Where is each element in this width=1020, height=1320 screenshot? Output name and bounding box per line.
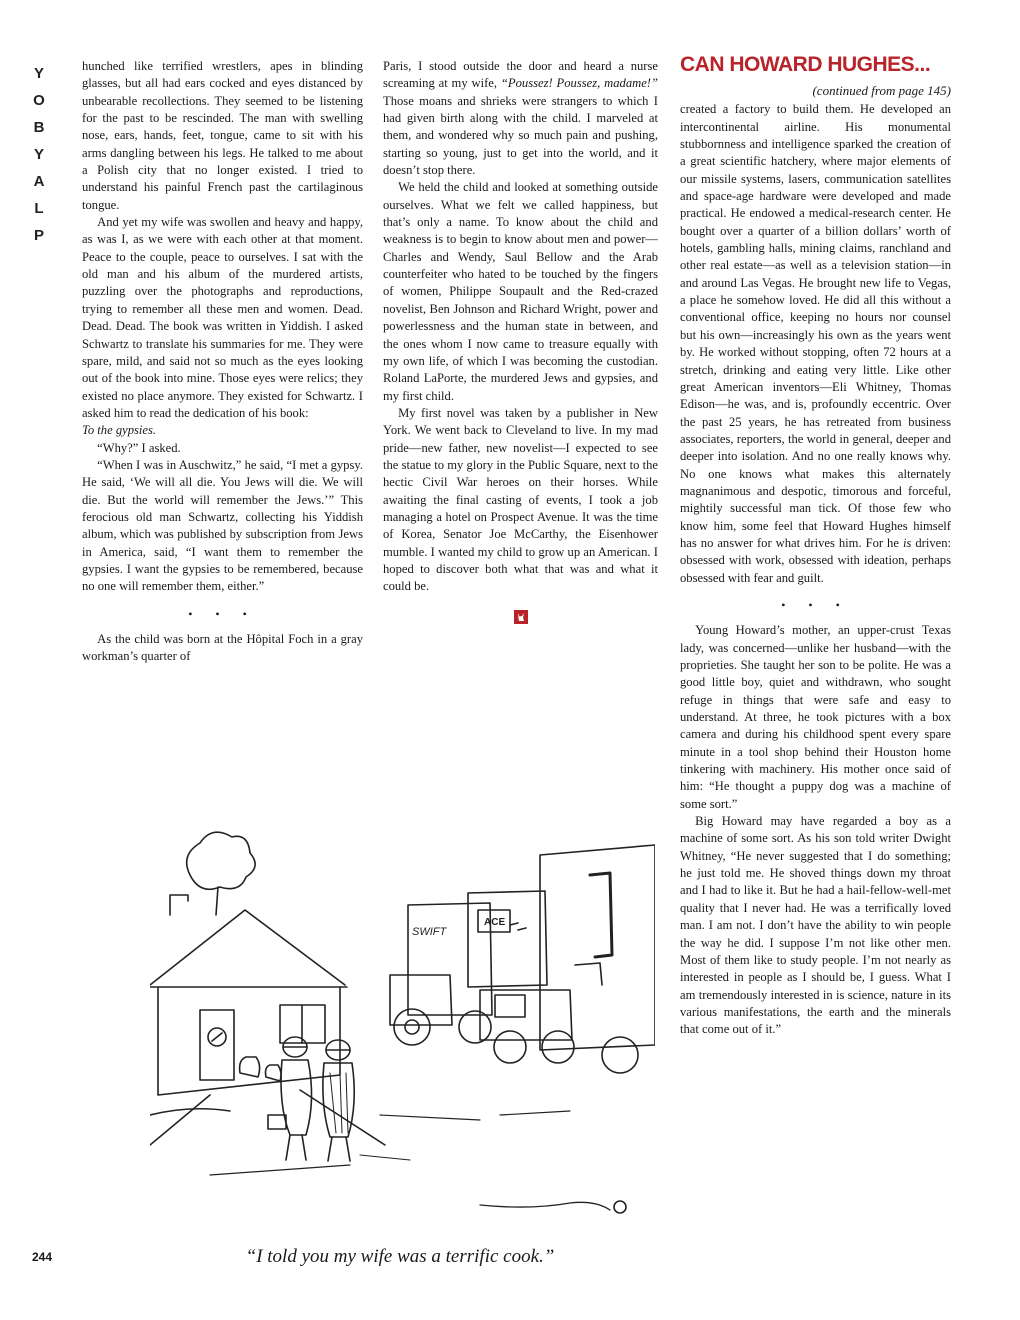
side-letter: Y [33, 65, 44, 82]
paragraph: Young Howard’s mother, an upper-crust Texas lady, was concerned—unlike her husband—with the proprieties. She taught her son to be polite. He was a good little boy, quiet and withdrawn, who sought refuge in things that were safe and easy to understand. At three, he took pictures with a box camera and during his childhood spent every spare minute in a tool shop behind their Houston home tinkering with machinery. His mother once said of him: “He thought a puppy dog was a machine of some sort.” [680, 623, 951, 811]
paragraph: “When I was in Auschwitz,” he said, “I met a gypsy. He said, ‘We will all die. You Jews will die. We will die. But the world will remember the Jews.’” This ferocious old man Schwartz, collecting his Yiddish album, which was published by subscription from Jews in America, said, “I want them to remember the gypsies. I want the gypsies to be remembered, because no one will remember them, either.” [82, 457, 363, 594]
bunny-icon [514, 610, 528, 624]
truck-sign-ace: ACE [484, 917, 506, 928]
truck-swift [390, 903, 492, 1045]
text-run: created a factory to build them. He developed an intercontinental airline. His monumental stubbornness and intelligence sparked the creation of a great scientific hatchery, where major elements of our missile systems, lasers, communication satellites and space-age hardware were developed and made practical. He endowed a medical-research center. He bought over a quarter of a billion dollars’ worth of hotels, gambling halls, mining claims, ranchland and other real estate—as well as a television station—in and around Las Vegas. He brought new life to Vegas, a place he somehow loved. He did all this without a conventional office, keeping no hours nor counsel but his own—increasingly his own as the years went by. He worked without stopping, often 72 hours at a stretch, drinking and eating very little. Like other great American inventors—Eli Whitney, Thomas Edison—he was, and is, profoundly eccentric. Over the past 25 years, he has retreated from business associates, reporters, the world in general, deeper and deeper into isolation. And no one really knows why. No one knows what makes this alternately magnanimous and despotic, timorous and forceful, mightily successful man tick. Of those few who know him, some feel that Howard Hughes himself has no answer for what drives him. For he [680, 102, 951, 550]
paragraph: hunched like terrified wrestlers, apes in blinding glasses, but all had ears cocked and eyes distanced by unbearable recollections. They seemed to be listening for the past to be rescinded. The man with swelling nose, ears, hands, feet, tongue, came to sit with his arms dangling between his legs. He talked to me about a Polish city that no longer existed. I tried to understand his painful French past the cartilaginous tongue. [82, 59, 363, 212]
side-letter: L [34, 200, 44, 217]
article-column-1 [82, 58, 363, 666]
article-column-3 [680, 52, 951, 1039]
house-wall [158, 987, 340, 1095]
cartoon-illustration [150, 815, 655, 1240]
side-letter: A [33, 173, 45, 190]
emphasis: is [902, 535, 912, 550]
tree-foliage [187, 832, 255, 889]
paragraph: “Why?” I asked. [97, 440, 181, 455]
side-letter: O [33, 92, 45, 109]
side-letter: B [33, 119, 45, 136]
cartoon-caption: “I told you my wife was a terrific cook.” [245, 1246, 555, 1267]
end-mark-bunny-icon [514, 610, 528, 624]
continued-note: (continued from page 145) [812, 83, 951, 98]
text-run: driven: obsessed with work, obsessed with ideation, perhaps obsessed with fear and guilt. [680, 535, 951, 585]
dedication-text: To the gypsies. [82, 423, 157, 438]
man-right [323, 1040, 354, 1161]
paragraph [383, 58, 658, 179]
dedication [82, 422, 363, 439]
paragraph: As the child was born at the Hôpital Foch in a gray workman’s quarter of [82, 632, 363, 664]
side-letter: Y [33, 146, 44, 163]
paragraph: We held the child and looked at something outside ourselves. What we felt we called happiness, but that’s only a name. To know about the child and weakness is to begin to know about men and power—Charles and Wendy, Saul Bellow and the Arab counterfeiter who hated to be touched by the fingers of women, Philippe Soupault and the Red-crazed novelist, Ben Johnson and Richard Wright, power and powerlessness and the human state in between, and the ones whom I now came to treasure equally with my own life, of which I was becoming the custodian. Roland LaPorte, the murdered Jews and gypsies, and my first child. [383, 180, 658, 403]
section-break: • • • [781, 597, 850, 612]
section-break: • • • [188, 606, 257, 621]
headline: CAN HOWARD HUGHES... [680, 53, 931, 76]
paragraph: My first novel was taken by a publisher in New York. We went back to Cleveland to live. In my mad pride—new father, new novelist—I expected to see the statue to my glory in the Public Square, next to the hectic Civil War heroes on their horses. While awaiting the final casting of events, I took a job managing a hotel on Prospect Avenue. It was the time of Korea, Senator Joe McCarthy, the Eisenhower mumble. I wanted my child to grow up an American. I hoped to discover both what that was and what it could be. [383, 405, 658, 594]
paragraph: Big Howard may have regarded a boy as a machine of some sort. As his son told writer Dwight Whitney, “He never suggested that I do something; he just told me. He shoved things down my throat and I had to like it. But he had a hail-fellow-well-met quality that I never had. He was a terrifically loved man. I am not. I don’t have the ability to win people the way he did. I suppose I’m not like other men. Most of them like to study people. I’m not nearly as interested in people as I should be, I guess. What I am tremendously interested in is science, nature in its various manifestations, the earth and the minerals that come out of it.” [680, 814, 951, 1037]
side-letter: P [33, 227, 44, 244]
text-run: Those moans and shrieks were strangers to which I had given birth along with the child. I marveled at them, and wondered why so much pain and pushing, starting so young, just to get into the world, and it doesn’t stop there. [383, 93, 658, 178]
french-quote: “Poussez! Poussez, madame!” [500, 76, 658, 91]
truck-big [540, 845, 655, 1073]
article-column-2 [383, 58, 658, 624]
text-run: Paris, I stood outside the door and heard a nurse screaming at my wife, [383, 59, 658, 91]
house-roof [150, 910, 345, 985]
paragraph [680, 101, 951, 587]
man-left [268, 1037, 312, 1160]
truck-sign-swift: SWIFT [412, 926, 447, 938]
paragraph: And yet my wife was swollen and heavy and happy, as was I, as we were with each other at that moment. Peace to the couple, peace to ourselves. I sat with the old man and his album of the murdered artists, puzzling over the photographs and reproductions, trying to remember all these men and women. Dead. Dead. Dead. The book was written in Yiddish. I asked Schwartz to translate his summaries for me. They were spare, mild, and said not so much as the eyes looking out of the book into mine. Those eyes were relics; they existed no place anymore. They existed for Schwartz. I asked him to read the dedication of his book: [82, 215, 363, 420]
house-door [200, 1010, 234, 1080]
page-number: 244 [32, 1250, 53, 1264]
magazine-side-title [28, 60, 50, 249]
